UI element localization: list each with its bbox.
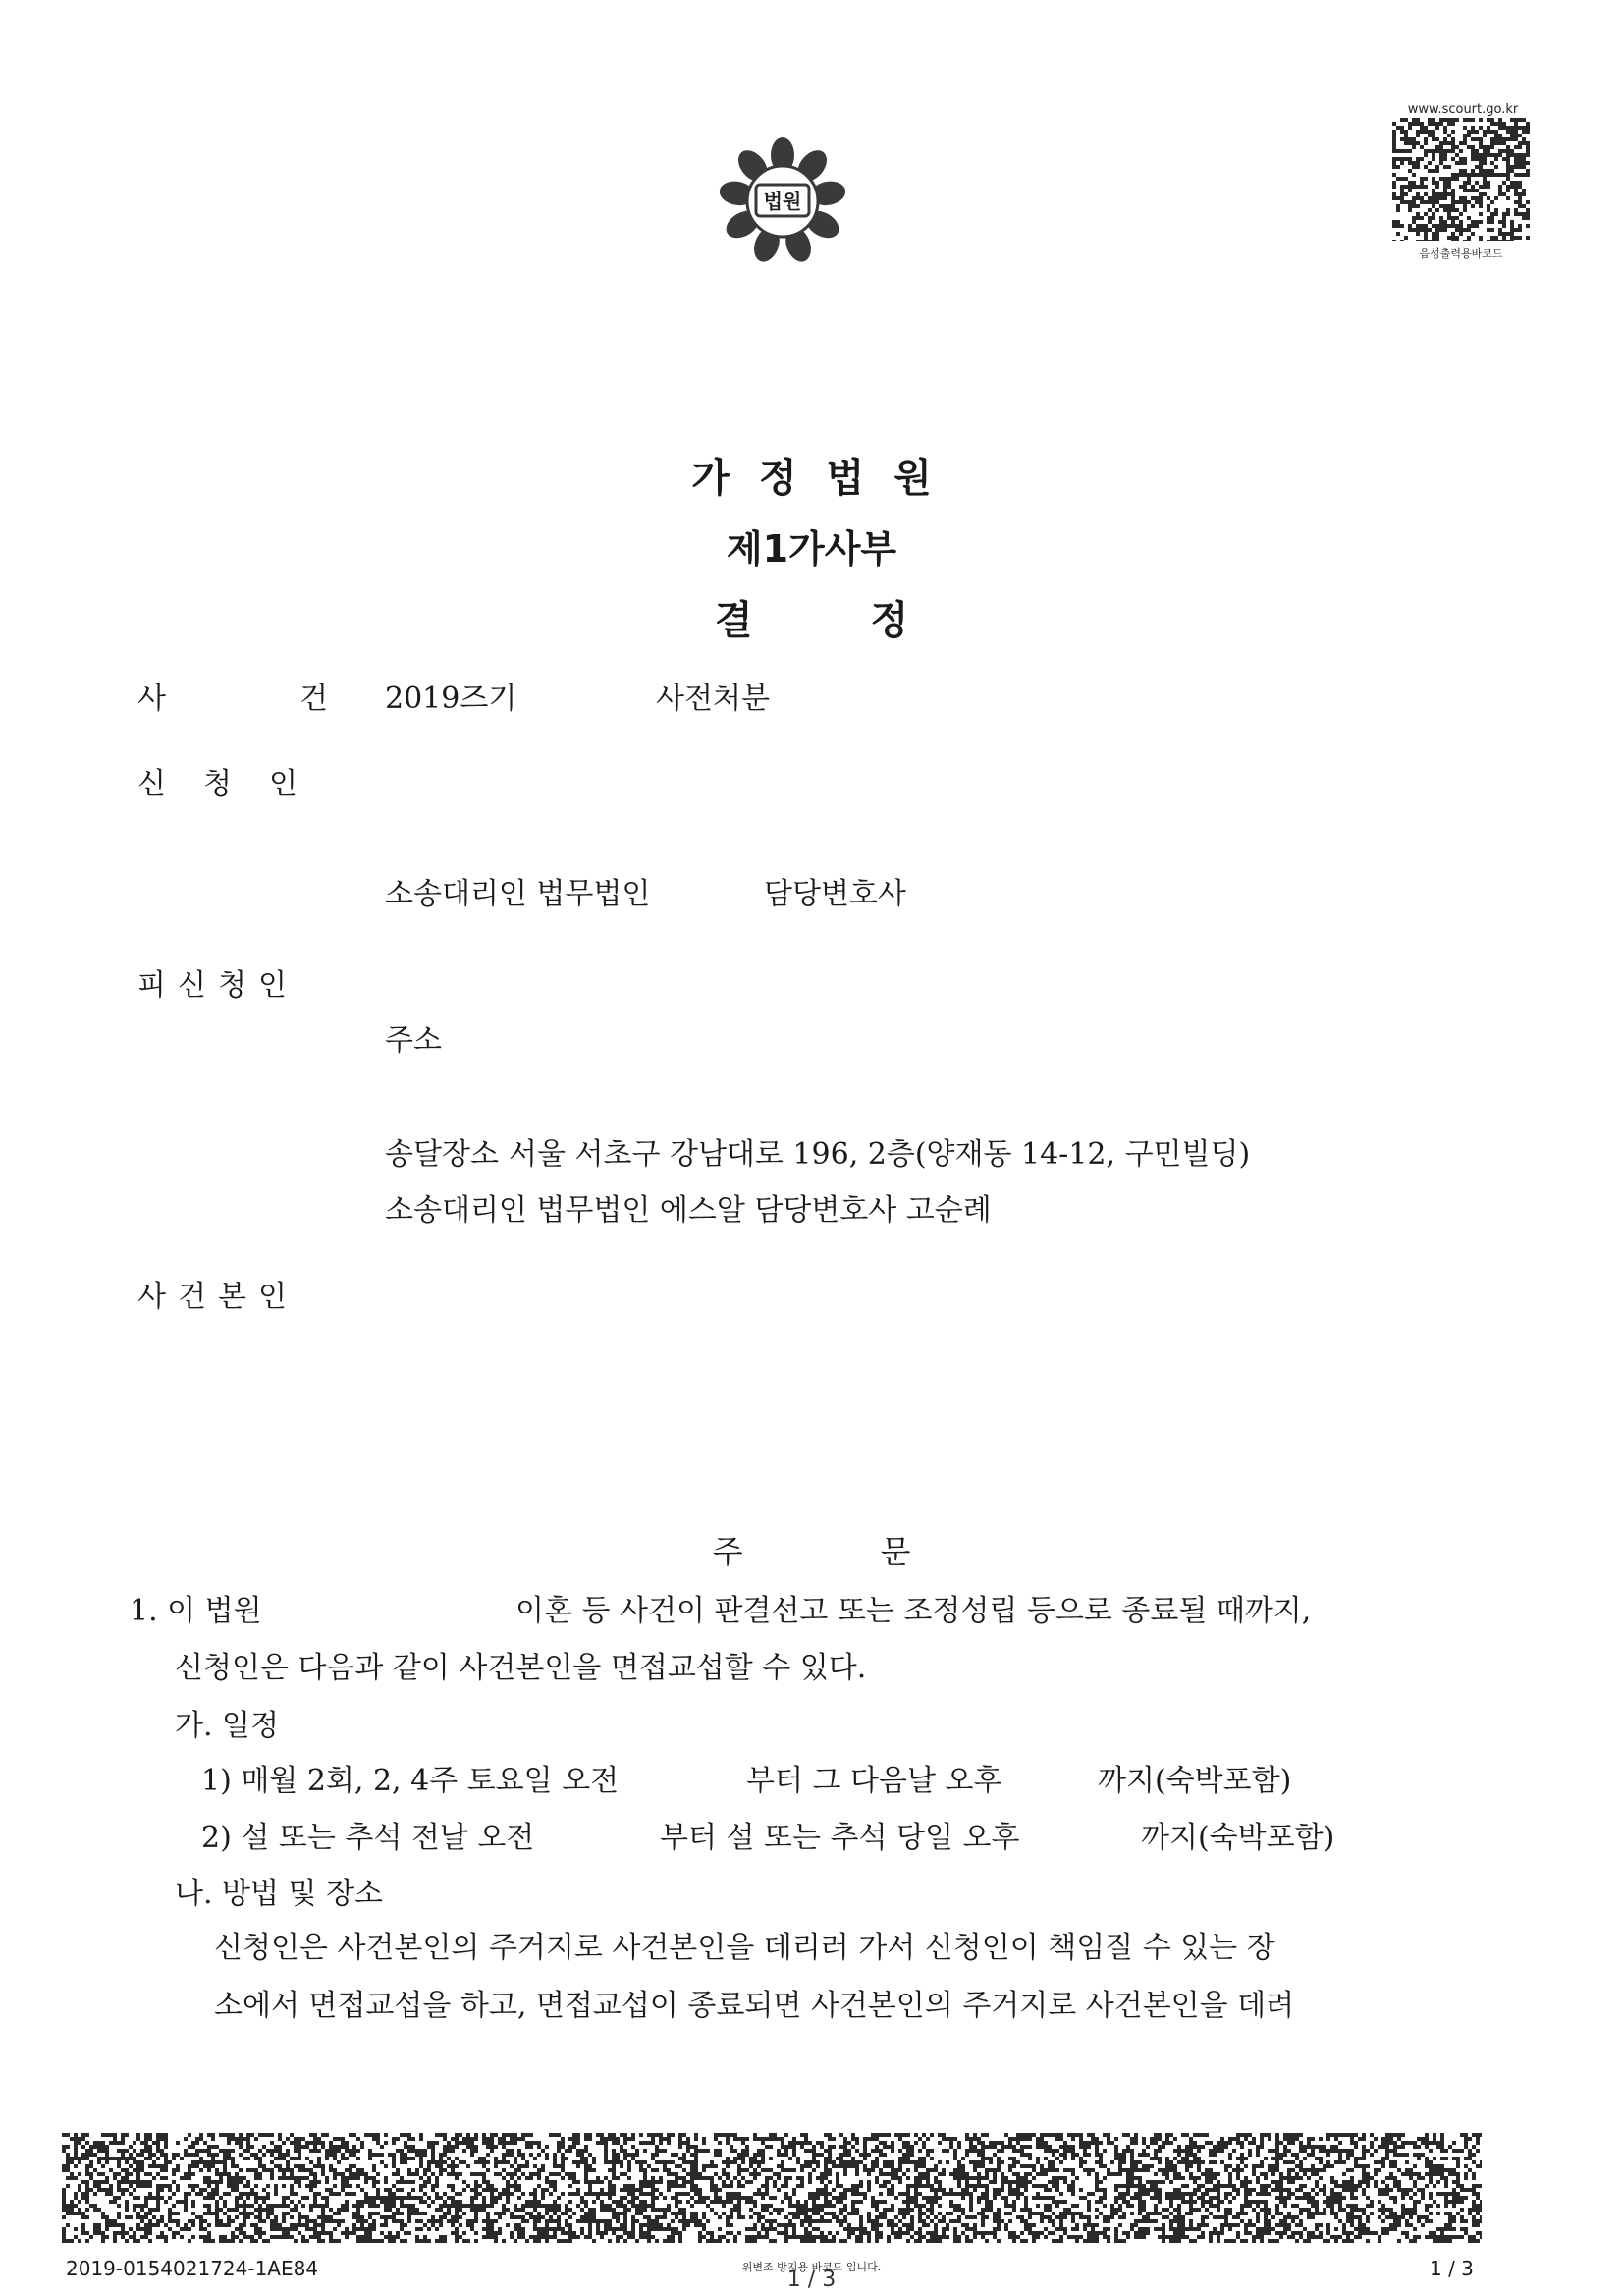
label-char: 피 — [137, 968, 166, 1003]
decision-title-char: 결 — [714, 598, 753, 643]
qr-caption: 음성출력용바코드 — [1419, 247, 1503, 260]
site-url: www.scourt.go.kr — [1407, 102, 1519, 117]
label-char: 건 — [177, 1280, 206, 1314]
schedule-item-1c: 까지(숙박포함) — [1098, 1764, 1292, 1798]
respondent-agent: 소송대리인 법무법인 에스알 담당변호사 고순례 — [385, 1193, 992, 1228]
schedule-item-2c: 까지(숙박포함) — [1141, 1821, 1335, 1855]
label-char: 인 — [257, 1280, 287, 1314]
document-id: 2019-0154021724-1AE84 — [66, 2257, 319, 2280]
page-number-right: 1 / 3 — [1430, 2257, 1474, 2280]
schedule-item-1b: 부터 그 다음날 오후 — [746, 1764, 1002, 1798]
label-char: 사 — [137, 1280, 166, 1314]
label-char: 신 — [177, 968, 206, 1003]
order-title-char: 문 — [880, 1533, 911, 1570]
anti-forgery-barcode — [62, 2133, 1482, 2243]
case-name: 사전처분 — [656, 682, 770, 716]
schedule-heading: 가. 일정 — [175, 1709, 280, 1743]
order-line-1a: 1. 이 법원 — [130, 1594, 262, 1628]
case-number: 2019즈기 — [385, 682, 517, 716]
method-line-2: 소에서 면접교섭을 하고, 면접교섭이 종료되면 사건본인의 주거지로 사건본인을 데려 — [214, 1989, 1295, 2023]
schedule-item-2b: 부터 설 또는 추석 당일 오후 — [660, 1821, 1020, 1855]
method-heading: 나. 방법 및 장소 — [175, 1877, 384, 1911]
schedule-item-1a: 1) 매월 2회, 2, 4주 토요일 오전 — [201, 1764, 620, 1798]
order-line-2: 신청인은 다음과 같이 사건본인을 면접교섭할 수 있다. — [175, 1651, 867, 1685]
applicant-agent: 소송대리인 법무법인 — [385, 877, 651, 911]
schedule-item-2a: 2) 설 또는 추석 전날 오전 — [201, 1821, 535, 1855]
applicant-label — [137, 759, 298, 802]
label-char: 신 — [137, 767, 166, 801]
case-label — [137, 674, 328, 717]
court-emblem — [709, 128, 856, 275]
label-char: 건 — [298, 682, 328, 716]
label-char: 본 — [217, 1280, 246, 1314]
service-address: 서울 서초구 강남대로 196, 2층(양재동 14-12, 구민빌딩) — [509, 1137, 1251, 1172]
label-char: 인 — [257, 968, 287, 1003]
label-char: 청 — [217, 968, 246, 1003]
court-name: 가정법원 — [691, 456, 961, 501]
service-place-label: 송달장소 — [385, 1137, 499, 1172]
respondent-label — [137, 960, 287, 1004]
qr-code — [1392, 118, 1530, 241]
order-title-char: 주 — [712, 1533, 743, 1570]
emblem-text: 법원 — [763, 190, 802, 213]
method-line-1: 신청인은 사건본인의 주거지로 사건본인을 데리러 가서 신청인이 책임질 수 있는 장 — [214, 1931, 1275, 1965]
label-char: 사 — [137, 682, 166, 716]
page-number-center: 1 / 3 — [786, 2268, 837, 2292]
decision-title-char: 정 — [870, 598, 909, 643]
division-name: 제1가사부 — [726, 527, 897, 571]
respondent-address-label: 주소 — [385, 1023, 442, 1058]
barcode-note: 위변조 방지용 바코드 입니다. — [741, 2261, 882, 2273]
applicant-lawyer: 담당변호사 — [764, 877, 906, 911]
label-char: 인 — [268, 767, 298, 801]
decision-title — [0, 589, 1623, 645]
case-principal-label — [137, 1272, 287, 1315]
order-title — [0, 1527, 1623, 1572]
label-char: 청 — [202, 767, 232, 801]
order-line-1b: 이혼 등 사건이 판결선고 또는 조정성립 등으로 종료될 때까지, — [515, 1594, 1312, 1628]
